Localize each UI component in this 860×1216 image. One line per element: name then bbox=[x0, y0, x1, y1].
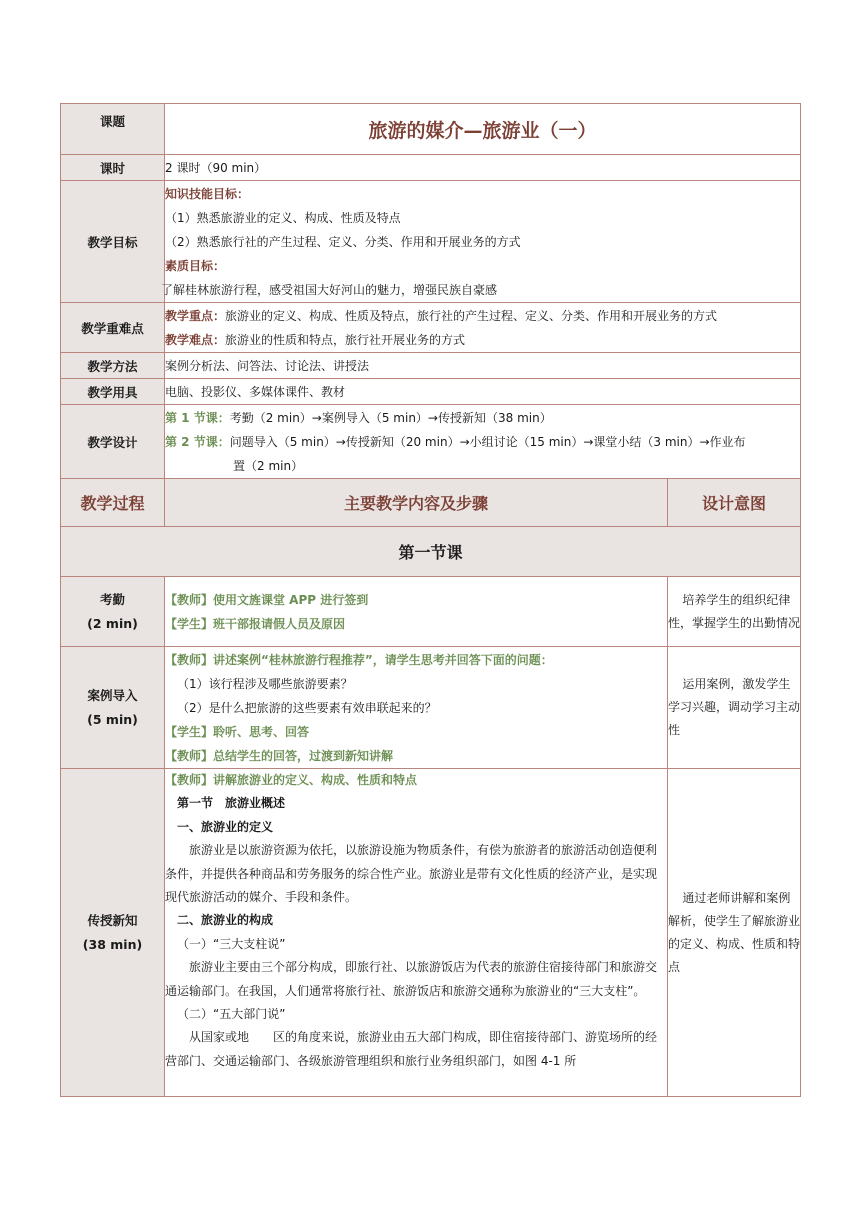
tools-row bbox=[61, 379, 801, 405]
design-content bbox=[165, 405, 801, 479]
three-pillars-paragraph: 旅游业主要由三个部分构成，即旅行社、以旅游饭店为代表的旅游住宿接待部门和旅游交通运输部门。在我国，人们通常将旅行社、旅游饭店和旅游交通称为旅游业的“三大支柱”。 bbox=[165, 960, 658, 998]
method-label: 教学方法 bbox=[61, 353, 165, 379]
hours-label: 课时 bbox=[61, 155, 165, 181]
method-row bbox=[61, 353, 801, 379]
new-knowledge-intent: 通过老师讲解和案例解析，使学生了解旅游业的定义、构成、性质和特点 bbox=[668, 890, 801, 974]
case-intro-row bbox=[61, 647, 801, 769]
case-intro-teacher-summary: 【教师】总结学生的回答，过渡到新知讲解 bbox=[165, 748, 394, 763]
lesson1-text: 考勤（2 min）→案例导入（5 min）→传授新知（38 min） bbox=[229, 410, 552, 425]
attendance-time: (2 min) bbox=[87, 615, 138, 631]
design-label: 教学设计 bbox=[61, 405, 165, 479]
content-col-header: 主要教学内容及步骤 bbox=[165, 479, 668, 527]
section-heading: 第一节 旅游业概述 bbox=[177, 796, 286, 811]
case-intro-question: （2）是什么把旅游的这些要素有效串联起来的？ bbox=[177, 700, 437, 715]
attendance-label: 考勤 bbox=[99, 591, 125, 607]
quality-goal-heading: 素质目标： bbox=[165, 258, 226, 273]
key-point-text: 旅游业的定义、构成、性质及特点，旅行社的产生过程、定义、分类、作用和开展业务的方式 bbox=[225, 308, 718, 323]
attendance-content bbox=[165, 577, 668, 647]
case-intro-time: (5 min) bbox=[87, 711, 138, 727]
process-col-header: 教学过程 bbox=[61, 479, 165, 527]
case-intro-student: 【学生】聆听、思考、回答 bbox=[165, 724, 310, 739]
difficulty-text: 旅游业的性质和特点，旅行社开展业务的方式 bbox=[225, 332, 466, 347]
five-sectors-paragraph: 从国家或地 区的角度来说，旅游业由五大部门构成，即住宿接待部门、游览场所的经营部门、交通运输部门、各级旅游管理组织和旅行业务组织部门，如图 4-1 所 bbox=[165, 1030, 658, 1068]
new-knowledge-time: (38 min) bbox=[82, 936, 143, 952]
attendance-student: 【学生】班干部报请假人员及原因 bbox=[165, 616, 346, 631]
three-pillars-heading: （一）“三大支柱说” bbox=[177, 936, 286, 951]
attendance-intent-cell bbox=[668, 577, 801, 647]
hours-value: 2 课时（90 min） bbox=[165, 155, 801, 181]
case-intro-intent-cell bbox=[668, 647, 801, 769]
goals-label: 教学目标 bbox=[61, 181, 165, 303]
goals-row bbox=[61, 181, 801, 303]
topic-label: 课题 bbox=[61, 104, 165, 155]
tools-label: 教学用具 bbox=[61, 379, 165, 405]
new-knowledge-content bbox=[165, 769, 668, 1097]
definition-heading: 一、旅游业的定义 bbox=[177, 819, 274, 834]
case-intro-content bbox=[165, 647, 668, 769]
hours-row bbox=[61, 155, 801, 181]
five-sectors-heading: （二）“五大部门说” bbox=[177, 1007, 286, 1022]
attendance-row bbox=[61, 577, 801, 647]
method-value: 案例分析法、问答法、讨论法、讲授法 bbox=[165, 353, 801, 379]
case-intro-label: 案例导入 bbox=[87, 687, 138, 703]
tools-value: 电脑、投影仪、多媒体课件、教材 bbox=[165, 379, 801, 405]
key-point-label: 教学重点： bbox=[165, 308, 226, 323]
case-intro-teacher: 【教师】讲述案例“桂林旅游行程推荐”，请学生思考并回答下面的问题： bbox=[165, 652, 553, 667]
knowledge-goal-item: （2）熟悉旅行社的产生过程、定义、分类、作用和开展业务的方式 bbox=[165, 234, 521, 249]
lesson2-text: 问题导入（5 min）→传授新知（20 min）→小组讨论（15 min）→课堂小结（3 min）→作业布 bbox=[229, 434, 746, 449]
focus-content bbox=[165, 303, 801, 353]
composition-heading: 二、旅游业的构成 bbox=[177, 913, 274, 928]
difficulty-label: 教学难点： bbox=[165, 332, 226, 347]
case-intro-intent: 运用案例，激发学生学习兴趣，调动学习主动性 bbox=[668, 677, 801, 737]
case-intro-question: （1）该行程涉及哪些旅游要素？ bbox=[177, 676, 353, 691]
new-knowledge-row bbox=[61, 769, 801, 1097]
lesson-plan-table bbox=[60, 103, 801, 1097]
process-header-row bbox=[61, 479, 801, 527]
knowledge-goal-heading: 知识技能目标： bbox=[165, 186, 250, 201]
quality-goal-text: 了解桂林旅游行程，感受祖国大好河山的魅力，增强民族自豪感 bbox=[161, 282, 498, 297]
attendance-label-cell bbox=[61, 577, 165, 647]
focus-row bbox=[61, 303, 801, 353]
knowledge-goal-item: （1）熟悉旅游业的定义、构成、性质及特点 bbox=[165, 210, 401, 225]
design-row bbox=[61, 405, 801, 479]
attendance-teacher: 【教师】使用文旌课堂 APP 进行签到 bbox=[165, 592, 369, 607]
section-row bbox=[61, 527, 801, 577]
new-knowledge-label: 传授新知 bbox=[87, 912, 138, 928]
topic-title: 旅游的媒介—旅游业（一） bbox=[165, 104, 801, 155]
case-intro-label-cell bbox=[61, 647, 165, 769]
attendance-intent: 培养学生的组织纪律性，掌握学生的出勤情况 bbox=[668, 592, 801, 630]
section-title: 第一节课 bbox=[61, 527, 801, 577]
intent-col-header: 设计意图 bbox=[668, 479, 801, 527]
lesson2-label: 第 2 节课： bbox=[165, 434, 230, 449]
focus-label: 教学重难点 bbox=[61, 303, 165, 353]
new-knowledge-teacher: 【教师】讲解旅游业的定义、构成、性质和特点 bbox=[165, 773, 418, 787]
definition-paragraph: 旅游业是以旅游资源为依托，以旅游设施为物质条件，有偿为旅游者的旅游活动创造便利条件，并提供各种商品和劳务服务的综合性产业。旅游业是带有文化性质的经济产业，是实现现代旅游活动的媒介、手段和条件。 bbox=[165, 843, 658, 905]
lesson2-text-cont: 置（2 min） bbox=[233, 458, 304, 473]
new-knowledge-intent-cell bbox=[668, 769, 801, 1097]
topic-row bbox=[61, 104, 801, 155]
lesson1-label: 第 1 节课： bbox=[165, 410, 230, 425]
new-knowledge-label-cell bbox=[61, 769, 165, 1097]
goals-content bbox=[161, 181, 801, 303]
